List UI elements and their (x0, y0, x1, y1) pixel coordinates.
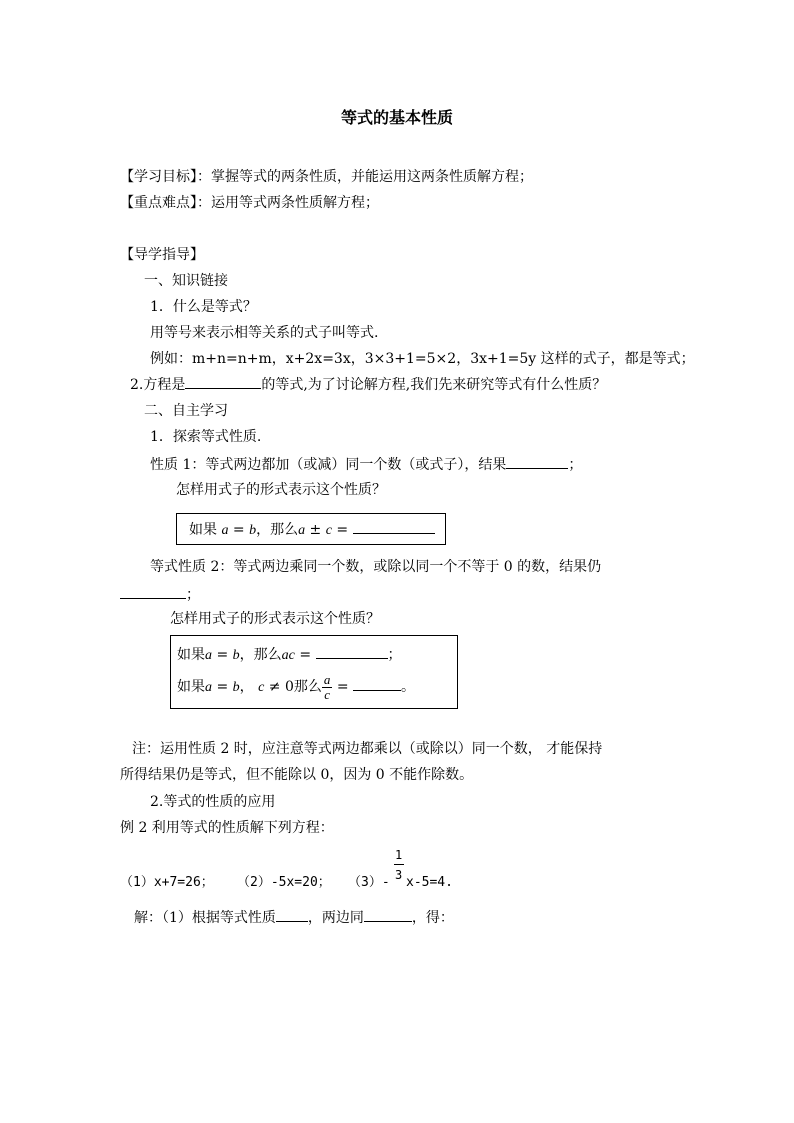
var-a: a (298, 523, 306, 538)
explore-heading: 1．探索等式性质. (150, 429, 262, 445)
equals-sign: = (216, 679, 229, 695)
formula-text: 如果 (189, 522, 217, 538)
equation-3-label: （3）- (348, 875, 390, 890)
equals-sign: = (216, 647, 229, 663)
answer-blank[interactable] (185, 374, 261, 389)
equals-sign: = (299, 647, 312, 663)
equals-sign: = (232, 522, 245, 538)
formula-2b: 如果a = b， c ≠ 0那么 $\frac{a}{c}$ = 。 (177, 671, 416, 702)
property-1-end: ； (568, 457, 583, 473)
learning-goal: 【学习目标】：掌握等式的两条性质，并能运用这两条性质解方程； (120, 169, 533, 185)
formula-text: 如果 (177, 679, 205, 695)
answer-blank[interactable] (364, 907, 412, 922)
equation-definition: 用等号来表示相等关系的式子叫等式. (150, 325, 379, 341)
section1-heading: 一、知识链接 (144, 273, 228, 289)
question-2-end: 的等式,为了讨论解方程,我们先来研究等式有什么性质？ (261, 377, 607, 393)
formula-text: ，那么 (239, 647, 282, 663)
equation-3-denominator: 3 (395, 868, 403, 882)
equals-sign: = (336, 522, 349, 538)
not-equal-sign: ≠ (268, 679, 281, 695)
var-a: a (205, 648, 212, 663)
formula-text: ，那么 (256, 522, 299, 538)
property-2-end: ； (186, 587, 200, 603)
application-heading: 2.等式的性质的应用 (150, 794, 276, 810)
numerator: a (323, 671, 331, 687)
var-b: b (232, 648, 240, 663)
note-line-2: 所得结果仍是等式，但不能除以 0，因为 0 不能作除数。 (120, 767, 474, 783)
var-b: b (232, 680, 240, 695)
solution-text: ，两边同 (307, 910, 364, 926)
answer-blank[interactable] (276, 907, 308, 922)
formula-text: 那么 (293, 679, 322, 695)
var-a: a (221, 523, 229, 538)
var-ac: ac (281, 648, 295, 663)
section2-heading: 二、自主学习 (144, 403, 228, 419)
equation-3-numerator: 1 (395, 848, 403, 862)
property-2-continued (120, 584, 200, 605)
equation-2: （2）-5x=20； (237, 875, 331, 890)
var-b: b (249, 523, 257, 538)
var-c: c (325, 523, 332, 538)
formula-text: 如果 (177, 647, 205, 663)
property-1 (150, 454, 582, 475)
equation-1: （1）x+7=26； (120, 875, 214, 890)
answer-blank[interactable] (353, 519, 435, 534)
fraction-a-over-c (322, 673, 333, 702)
plus-minus-sign: ± (309, 522, 322, 538)
zero: 0 (284, 679, 294, 695)
key-difficulty: 【重点难点】：运用等式两条性质解方程； (120, 195, 379, 211)
formula-text: ； (387, 647, 402, 663)
property-1-text: 性质 1：等式两边都加（或减）同一个数（或式子），结果 (150, 457, 507, 473)
answer-blank[interactable] (316, 644, 388, 659)
property-2-formula-box (170, 635, 458, 709)
example-2: 例 2 利用等式的性质解下列方程： (120, 820, 334, 836)
answer-blank[interactable] (120, 584, 186, 599)
answer-blank[interactable] (506, 454, 568, 469)
answer-blank[interactable] (353, 676, 401, 691)
equals-sign: = (336, 679, 349, 695)
solution-text: 解：（1）根据等式性质 (134, 910, 276, 926)
page-title: 等式的基本性质 (340, 108, 453, 127)
formula-text: 。 (401, 679, 416, 695)
how-express-1: 怎样用式子的形式表示这个性质？ (176, 482, 386, 498)
property-1-formula-box (176, 513, 446, 545)
note-line-1: 注：运用性质 2 时，应注意等式两边都乘以（或除以）同一个数， 才能保持 (132, 741, 603, 757)
var-c: c (258, 680, 265, 695)
solution-line (134, 907, 454, 928)
equation-3-rest: x-5=4. (406, 875, 453, 890)
var-a: a (205, 680, 212, 695)
solution-text: ，得： (411, 910, 454, 926)
question-2 (130, 374, 606, 395)
equation-examples: 例如：m+n=n+m，x+2x=3x，3×3+1=5×2，3x+1=5y 这样的式子，都是等式； (150, 351, 695, 367)
guide-heading: 【导学指导】 (120, 247, 204, 263)
how-express-2: 怎样用式子的形式表示这个性质？ (170, 611, 380, 627)
question-2-start: 2.方程是 (130, 377, 186, 393)
question-1: 1．什么是等式？ (150, 299, 257, 315)
property-2: 等式性质 2：等式两边乘同一个数，或除以同一个不等于 0 的数，结果仍 (150, 559, 602, 575)
denominator: c (324, 686, 331, 702)
equation-3-fraction-bar (394, 864, 404, 865)
formula-1 (189, 519, 435, 541)
formula-2a (177, 644, 402, 666)
